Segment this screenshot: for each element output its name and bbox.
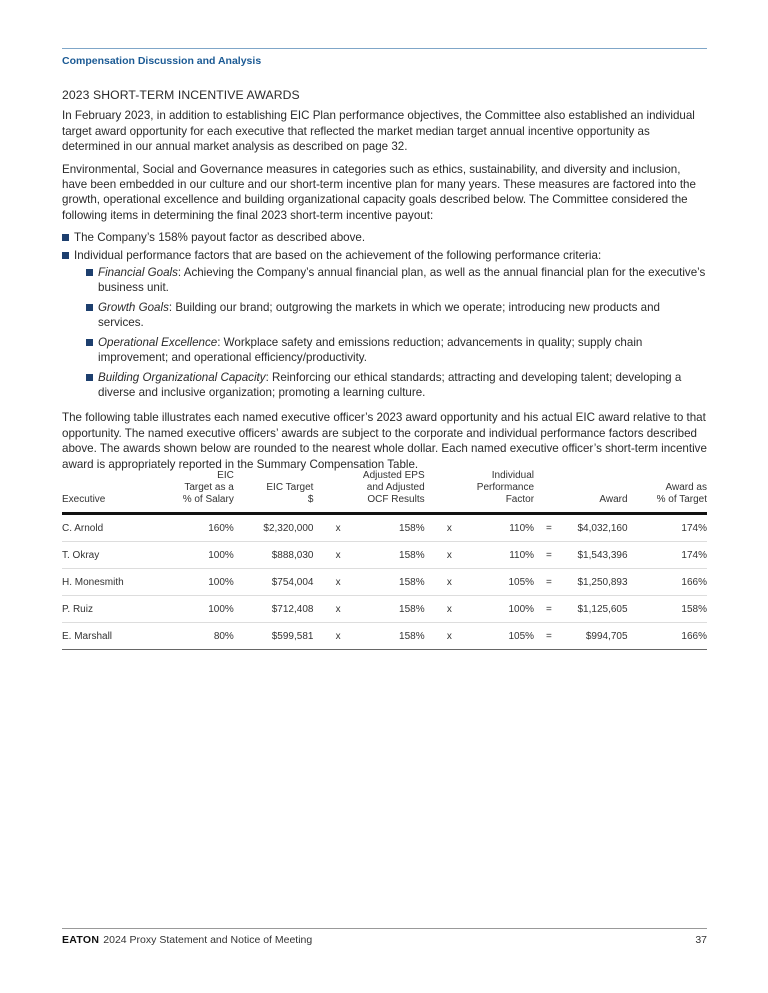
col-ipf: Individual Performance Factor [476, 470, 535, 505]
col-target: EIC Target $ [266, 482, 314, 505]
table-row [62, 542, 707, 569]
cell-award: $1,543,396 [564, 542, 628, 569]
cell-x1: x [313, 569, 362, 596]
sub-bullet-item [86, 370, 708, 401]
cell-ipf: 100% [474, 596, 534, 623]
cell-eq: = [534, 596, 564, 623]
col-eps: Adjusted EPS and Adjusted OCF Results [362, 470, 425, 505]
cell-eq: = [534, 623, 564, 650]
cell-eq: = [534, 514, 564, 542]
cell-target: $599,581 [234, 623, 314, 650]
cell-award-pct: 166% [628, 623, 707, 650]
table-row [62, 514, 707, 542]
header-rule [62, 48, 707, 49]
paragraph: In February 2023, in addition to establishing EIC Plan performance objectives, the Committee also established an individual target award opportunity for each executive that reflected the market median target annual incentive opportunity as determined in our annual market analysis as described on page 32. [62, 109, 695, 154]
cell-eps: 158% [363, 569, 425, 596]
term: Building Organizational Capacity [98, 370, 266, 384]
sub-bullet-list [86, 265, 708, 400]
col-award: Award [599, 494, 628, 505]
cell-eps: 158% [363, 542, 425, 569]
bullet-item [62, 248, 708, 401]
term: Growth Goals [98, 300, 169, 314]
cell-x1: x [313, 514, 362, 542]
cell-x1: x [313, 542, 362, 569]
paragraph: Environmental, Social and Governance measures in categories such as ethics, sustainability, and diversity and inclusion, have been embedded in our culture and our short-term incentive plan for many years. These measures are factored into the growth, operational excellence and building organizational capacity goals described below. The Committee considered the following items in determining the final 2023 short-term incentive payout: [62, 162, 696, 222]
cell-x1: x [313, 623, 362, 650]
cell-eps: 158% [363, 514, 425, 542]
description: : Reinforcing our ethical standards; attracting and developing talent; developing a diverse and inclusive organization; promoting a learning culture. [98, 370, 682, 399]
bullet-list [62, 230, 708, 400]
footer-rule [62, 928, 707, 929]
cell-pct: 100% [152, 569, 234, 596]
description: : Workplace safety and emissions reduction; advancements in quality; supply chain improvement; and operational efficiency/productivity. [98, 335, 643, 365]
table-row [62, 596, 707, 623]
description: : Achieving the Company’s annual financial plan, as well as the annual financial plan for the executive’s business unit. [98, 266, 706, 295]
cell-pct: 100% [152, 596, 234, 623]
footer-text: 2024 Proxy Statement and Notice of Meeting [103, 934, 313, 946]
cell-x2: x [425, 623, 474, 650]
cell-award-pct: 174% [628, 514, 707, 542]
bullet-text: Individual performance factors that are based on the achievement of the following performance criteria: [74, 248, 602, 262]
cell-award: $1,250,893 [564, 569, 628, 596]
table-row [62, 623, 707, 650]
sub-bullet-item [86, 335, 708, 366]
cell-x2: x [425, 514, 474, 542]
col-award-pct: Award as % of Target [656, 482, 707, 505]
section-header: Compensation Discussion and Analysis [62, 55, 262, 67]
cell-pct: 100% [152, 542, 234, 569]
table-header-row [62, 470, 707, 514]
cell-pct: 160% [152, 514, 234, 542]
cell-award-pct: 174% [628, 542, 707, 569]
cell-award-pct: 158% [628, 596, 707, 623]
body-content [62, 88, 708, 479]
cell-target: $2,320,000 [234, 514, 314, 542]
cell-eq: = [534, 542, 564, 569]
footer [62, 934, 312, 946]
cell-name: T. Okray [62, 542, 152, 569]
cell-name: P. Ruiz [62, 596, 152, 623]
cell-target: $754,004 [234, 569, 314, 596]
cell-ipf: 110% [474, 542, 534, 569]
cell-pct: 80% [152, 623, 234, 650]
cell-award-pct: 166% [628, 569, 707, 596]
cell-eps: 158% [363, 596, 425, 623]
cell-x2: x [425, 542, 474, 569]
description: : Building our brand; outgrowing the markets in which we operate; introducing new products and services. [98, 300, 660, 330]
cell-award: $994,705 [564, 623, 628, 650]
col-executive: Executive [62, 494, 106, 505]
cell-x2: x [425, 569, 474, 596]
cell-eq: = [534, 569, 564, 596]
term: Operational Excellence [98, 335, 218, 349]
col-target-pct: EIC Target as a % of Salary [182, 470, 234, 505]
page-number: 37 [695, 934, 707, 946]
table-row [62, 569, 707, 596]
cell-x1: x [313, 596, 362, 623]
cell-name: H. Monesmith [62, 569, 152, 596]
cell-eps: 158% [363, 623, 425, 650]
cell-award: $4,032,160 [564, 514, 628, 542]
cell-ipf: 110% [474, 514, 534, 542]
brand-logo: EATON [62, 934, 100, 946]
cell-name: E. Marshall [62, 623, 152, 650]
cell-name: C. Arnold [62, 514, 152, 542]
cell-award: $1,125,605 [564, 596, 628, 623]
sub-bullet-item [86, 300, 708, 331]
cell-x2: x [425, 596, 474, 623]
cell-target: $888,030 [234, 542, 314, 569]
cell-ipf: 105% [474, 569, 534, 596]
award-table [62, 470, 707, 650]
cell-target: $712,408 [234, 596, 314, 623]
cell-ipf: 105% [474, 623, 534, 650]
sub-bullet-item [86, 265, 708, 296]
bullet-item: The Company’s 158% payout factor as described above. [62, 230, 708, 245]
table-intro: The following table illustrates each named executive officer’s 2023 award opportunity and his actual EIC award relative to that opportunity. The named executive officers’ awards are subject to the corporate and individual performance factors described above. The awards shown below are rounded to the nearest whole dollar. Each named executive officer’s short-term incentive award is appropriately reported in the Summary Compensation Table. [62, 411, 707, 471]
section-title: 2023 SHORT-TERM INCENTIVE AWARDS [62, 88, 300, 102]
term: Financial Goals [98, 266, 178, 280]
